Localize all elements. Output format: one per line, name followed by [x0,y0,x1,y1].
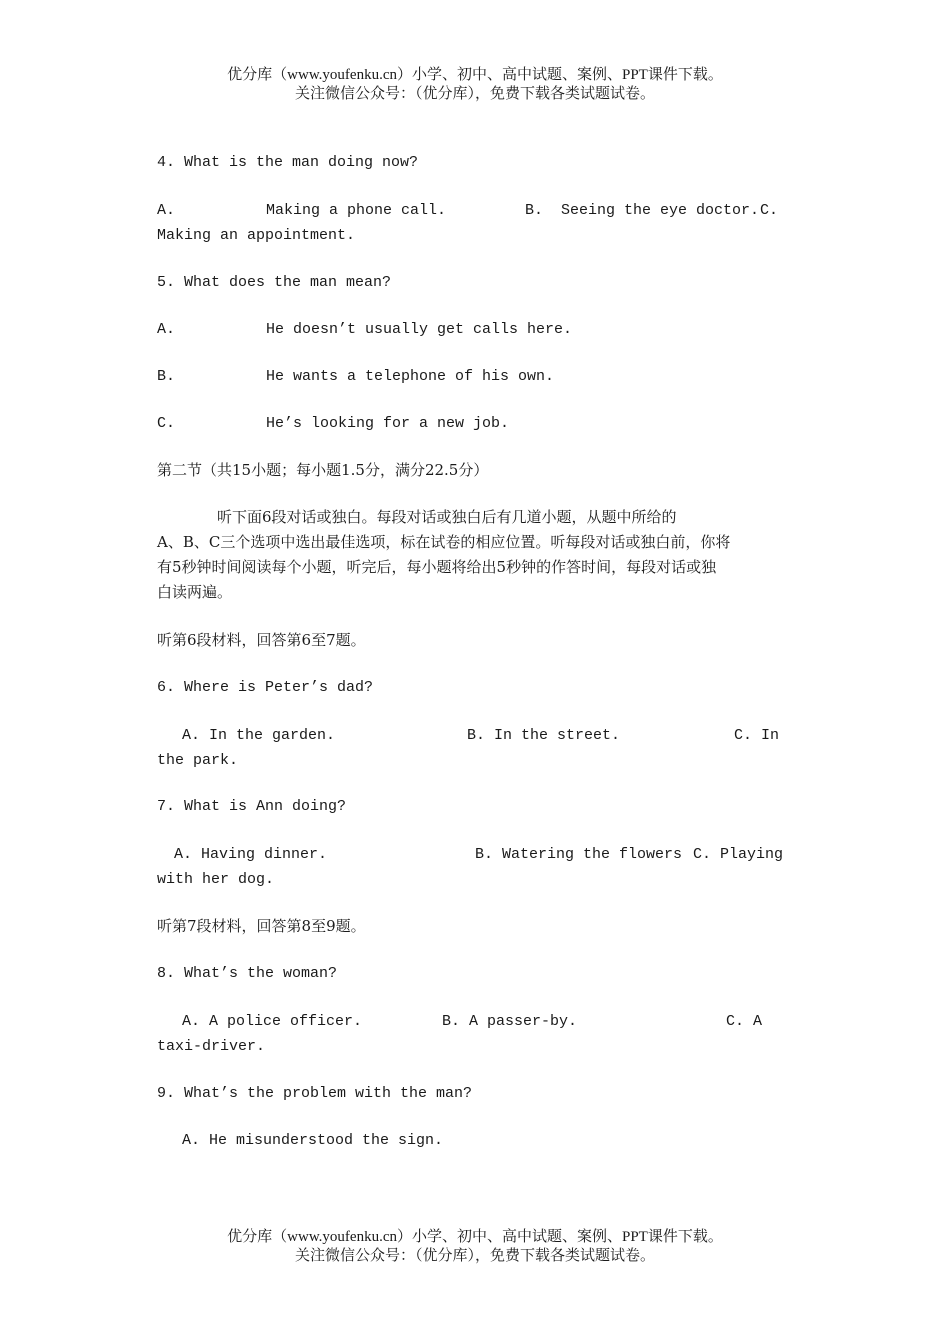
question-7-stem: 7. What is Ann doing? [157,798,347,815]
question-4-option-a-text: Making a phone call. [266,202,447,219]
question-4-stem: 4. What is the man doing now? [157,154,419,171]
question-7-option-c-text: with her dog. [157,871,275,888]
question-9-option-a: A. He misunderstood the sign. [182,1132,444,1149]
question-5-option-a-letter: A. [157,321,176,338]
instructions-line-4: 白读两遍。 [157,583,233,601]
question-4-option-a-letter: A. [157,202,176,219]
instructions-line-2: A、B、C三个选项中选出最佳选项，标在试卷的相应位置。听每段对话或独白前，你将 [157,533,731,551]
question-4-option-c-text: Making an appointment. [157,227,356,244]
section-2-title: 第二节（共15小题；每小题1.5分，满分22.5分） [157,461,489,479]
header-line-2: 关注微信公众号：（优分库），免费下载各类试题试卷。 [294,86,655,102]
question-8-option-c-letter: C. A [726,1013,763,1030]
instructions-line-1: 听下面6段对话或独白。每段对话或独白后有几道小题，从题中所给的 [217,508,677,526]
question-5-stem: 5. What does the man mean? [157,274,392,291]
question-6-option-b: B. In the street. [467,727,621,744]
question-6-option-a: A. In the garden. [182,727,336,744]
page-header [0,66,950,104]
section-2-instructions [157,505,797,605]
question-6-option-c-text: the park. [157,752,239,769]
question-8-option-b: B. A passer-by. [442,1013,578,1030]
question-7-option-a: A. Having dinner. [174,846,328,863]
question-4-option-c-letter: C. [760,202,779,219]
question-8-stem: 8. What’s the woman? [157,965,338,982]
header-line-1: 优分库（www.youfenku.cn）小学、初中、高中试题、案例、PPT课件下载。 [227,67,723,83]
question-5-option-b-letter: B. [157,368,176,385]
question-8-option-a: A. A police officer. [182,1013,363,1030]
question-8-option-c-text: taxi-driver. [157,1038,266,1055]
passage-7-heading: 听第7段材料，回答第8至9题。 [157,917,366,935]
question-6-option-c-letter: C. In [734,727,780,744]
footer-line-2: 关注微信公众号：（优分库），免费下载各类试题试卷。 [294,1248,655,1264]
question-6-stem: 6. Where is Peter’s dad? [157,679,374,696]
question-7-option-b: B. Watering the flowers [475,846,683,863]
question-5-option-c-letter: C. [157,415,176,432]
passage-6-heading: 听第6段材料，回答第6至7题。 [157,631,366,649]
footer-line-1: 优分库（www.youfenku.cn）小学、初中、高中试题、案例、PPT课件下载。 [227,1229,723,1245]
page-footer [0,1228,950,1266]
question-4-option-b: B. Seeing the eye doctor. [525,202,760,219]
question-7-option-c-letter: C. Playing [693,846,784,863]
instructions-line-3: 有5秒钟时间阅读每个小题，听完后，每小题将给出5秒钟的作答时间，每段对话或独 [157,558,717,576]
question-5-option-b-text: He wants a telephone of his own. [266,368,555,385]
question-5-option-c-text: He’s looking for a new job. [266,415,510,432]
question-5-option-a-text: He doesn’t usually get calls here. [266,321,573,338]
question-9-stem: 9. What’s the problem with the man? [157,1085,473,1102]
